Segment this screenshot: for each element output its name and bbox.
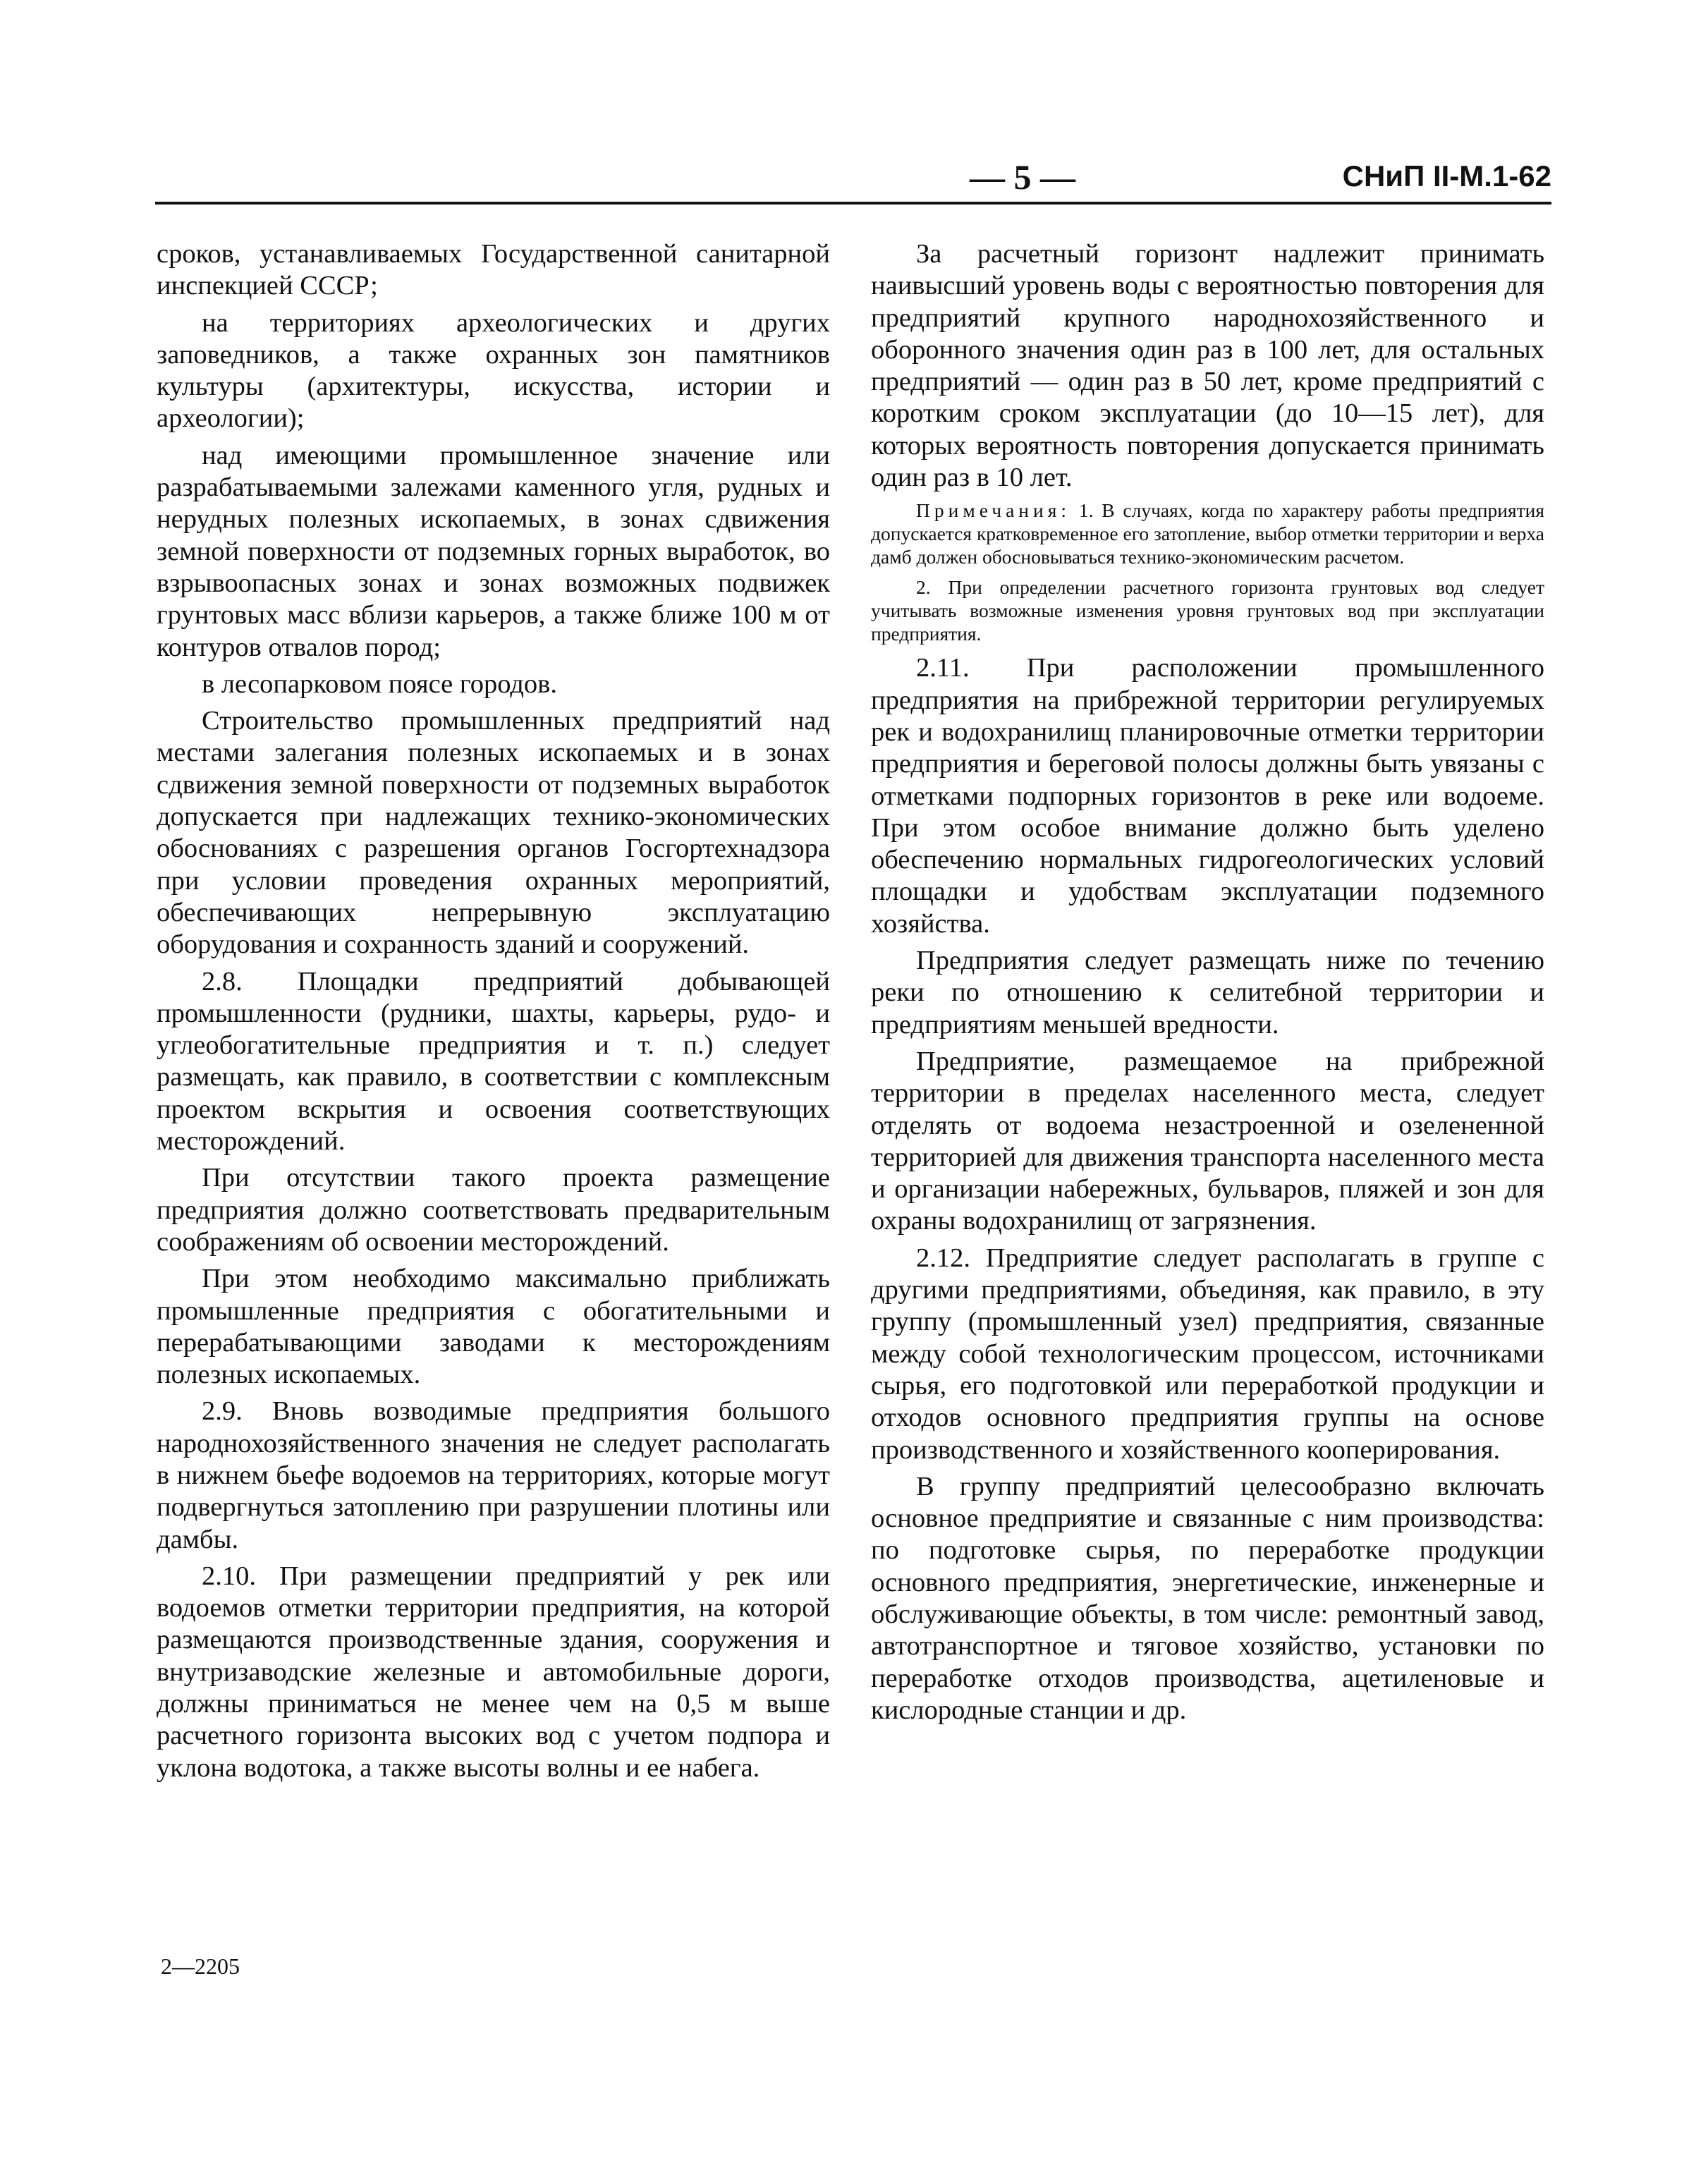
notes-label: Примечания: [916, 499, 1071, 522]
paragraph-2-8: 2.8. Площадки предприятий добывающей промышленности (рудники, шахты, карьеры, рудо- и углеобогатительные предприятия и т. п.) следует размещать, как правило, в соответствии с комплексным проектом вскрытия и освоения соответствующих месторождений. [157, 966, 830, 1157]
paragraph: сроков, устанавливаемых Государственной санитарной инспекцией СССР; [157, 239, 830, 301]
paragraph-2-10: 2.10. При размещении предприятий у рек или водоемов отметки территории предприятия, на которой размещаются производственные здания, сооружения и внутризаводские железные и автомобильные дороги, должны приниматься не менее чем на 0,5 м выше расчетного горизонта высоких вод с учетом подпора и уклона водотока, а также высоты волны и ее набега. [157, 1561, 830, 1783]
paragraph: Предприятие, размещаемое на прибрежной территории в пределах населенного места, следует отделять от водоема незастроенной и озелененной территорией для движения транспорта населенного места и организации набережных, бульваров, пляжей и зон для охраны водохранилищ от загрязнения. [871, 1046, 1544, 1236]
right-column [871, 238, 1544, 1731]
paragraph: В группу предприятий целесообразно включать основное предприятие и связанные с ним производства: по подготовке сырья, по переработке продукции основного предприятия, энергетические, инженерные и обслуживающие объекты, в том числе: ремонтный завод, автотранспортное и тяговое хозяйство, установки по переработке отходов производства, ацетиленовые и кислородные станции и др. [871, 1471, 1544, 1725]
document-code: СНиП II-М.1-62 [1342, 159, 1551, 193]
paragraph-2-9: 2.9. Вновь возводимые предприятия большого народнохозяйственного значения не следует располагать в нижнем бьефе водоемов на территориях, которые могут подвергнуться затоплению при разрушении плотины или дамбы. [157, 1396, 830, 1554]
paragraph: на территориях археологических и других заповедников, а также охранных зон памятников культуры (архитектуры, искусства, истории и археологии); [157, 307, 830, 434]
note-1-text: 1. В случаях, когда по характеру работы предприятия допускается кратковременное его затопление, выбор отметки территории и верха дамб должен обосновываться технико-экономическим расчетом. [871, 499, 1545, 568]
note-1 [871, 499, 1544, 568]
paragraph: Предприятия следует размещать ниже по течению реки по отношению к селитебной территории и предприятиям меньшей вредности. [871, 946, 1544, 1039]
printer-signature: 2—2205 [161, 1953, 240, 1979]
note-2: 2. При определении расчетного горизонта грунтовых вод следует учитывать возможные изменения уровня грунтовых вод при эксплуатации предприятия. [871, 576, 1544, 645]
paragraph: Строительство промышленных предприятий над местами залегания полезных ископаемых и в зонах сдвижения земной поверхности от подземных выработок допускается при надлежащих технико-экономических обоснованиях с разрешения органов Госгортехнадзора при условии проведения охранных мероприятий, обеспечивающих непрерывную эксплуатацию оборудования и сохранность зданий и сооружений. [157, 706, 830, 960]
paragraph: над имеющими промышленное значение или разрабатываемыми залежами каменного угля, рудных и нерудных полезных ископаемых, в зонах сдвижения земной поверхности от подземных горных выработок, во взрывоопасных зонах и зонах возможных подвижек грунтовых масс вблизи карьеров, а также ближе 100 м от контуров отвалов пород; [157, 440, 830, 662]
paragraph-2-12: 2.12. Предприятие следует располагать в группе с другими предприятиями, объединяя, как правило, в эту группу (промышленный узел) предприятия, связанные между собой технологическим процессом, источниками сырья, его подготовкой или переработкой продукции и отходов основного предприятия группы на основе производственного и хозяйственного кооперирования. [871, 1243, 1544, 1465]
page-number: — 5 — [970, 157, 1075, 197]
paragraph-2-11: 2.11. При расположении промышленного предприятия на прибрежной территории регулируемых рек и водохранилищ планировочные отметки территории предприятия и береговой полосы должны быть увязаны с отметками подпорных горизонтов в реке или водоеме. При этом особое внимание должно быть уделено обеспечению нормальных гидрогеологических условий площадки и удобствам эксплуатации подземного хозяйства. [871, 653, 1544, 939]
header-rule [155, 202, 1551, 205]
page-header [155, 157, 1551, 206]
left-column [157, 238, 830, 1789]
paragraph: в лесопарковом поясе городов. [202, 669, 557, 699]
paragraph: За расчетный горизонт надлежит принимать наивысший уровень воды с вероятностью повторения для предприятий крупного народнохозяйственного и оборонного значения один раз в 100 лет, для остальных предприятий — один раз в 50 лет, кроме предприятий с коротким сроком эксплуатации (до 10—15 лет), для которых вероятность повторения допускается принимать один раз в 10 лет. [871, 239, 1544, 493]
paragraph: При этом необходимо максимально приближать промышленные предприятия с обогатительными и перерабатывающими заводами к месторождениям полезных ископаемых. [157, 1264, 830, 1390]
paragraph: При отсутствии такого проекта размещение предприятия должно соответствовать предварительным соображениям об освоении месторождений. [157, 1163, 830, 1257]
